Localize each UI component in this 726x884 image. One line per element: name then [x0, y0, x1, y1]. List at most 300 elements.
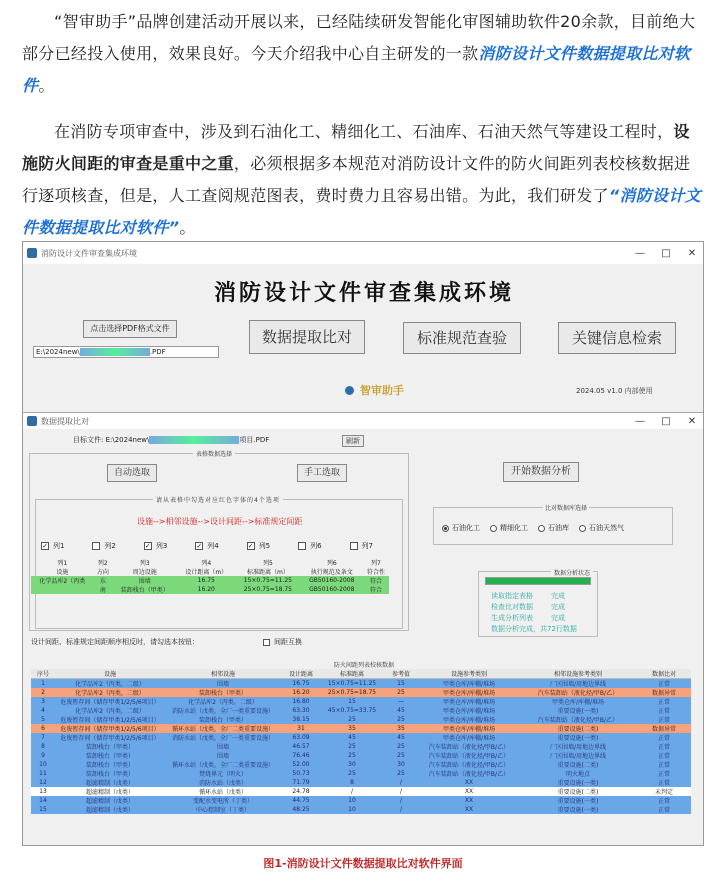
- grid-cell: /: [321, 787, 383, 796]
- checkbox-icon: ✓: [144, 542, 151, 550]
- checkbox-icon: ✓: [247, 542, 254, 550]
- grid-cell: 25: [321, 742, 383, 751]
- target-path-prefix: E:\2024new\: [105, 436, 150, 444]
- grid-header: [31, 669, 691, 679]
- grid-cell: 25: [383, 688, 419, 697]
- sample-header-cell: 列7: [370, 560, 381, 567]
- grid-cell: 30: [321, 760, 383, 769]
- standard-check-button[interactable]: 标准规范查验: [403, 322, 521, 354]
- figure-caption: 图1-消防设计文件数据提取比对软件界面: [263, 857, 463, 870]
- column-checkbox[interactable]: [144, 541, 195, 551]
- grid-cell: 46.57: [281, 742, 321, 751]
- sample-table: [31, 558, 389, 594]
- grid-cell: 正常: [637, 679, 691, 689]
- grid-cell: 装卸栈台（甲类）: [55, 769, 165, 778]
- grid-cell: 危废暂存间（储存甲类1/2/5/6项目）: [55, 724, 165, 733]
- paragraph-2: [0, 116, 726, 244]
- grid-cell: 中心控制室（丁类）: [165, 805, 281, 814]
- grid-cell: 重要设施(一类): [519, 706, 637, 715]
- p1-highlight: 消防设计文件数据提取比对软件: [22, 44, 691, 95]
- grid-cell: 25: [321, 751, 383, 760]
- status-task: 读取指定表格: [491, 592, 533, 600]
- grid-cell: —: [383, 697, 419, 706]
- sample-header-cell: 列3: [139, 560, 150, 567]
- grid-header-cell[interactable]: 标准距离: [321, 669, 383, 679]
- status-state: 完成: [551, 592, 565, 600]
- grid-cell: 重要设施(一类): [519, 733, 637, 742]
- column-checkbox[interactable]: [195, 541, 246, 551]
- field-flow: 设施-->相邻设施-->设计间距-->标准规定间距: [137, 517, 303, 526]
- grid-cell: 35: [383, 724, 419, 733]
- grid-header-cell[interactable]: 设施参考类别: [419, 669, 519, 679]
- close-icon[interactable]: ✕: [687, 415, 697, 427]
- grid-cell: 焚烧界元（明火）: [165, 769, 281, 778]
- table-row[interactable]: [31, 724, 691, 733]
- target-label: 目标文件:: [73, 436, 104, 444]
- auto-select-button[interactable]: 自动选取: [107, 464, 157, 482]
- grid-cell: 3: [31, 697, 55, 706]
- sample-cell: GB50160-2008: [301, 585, 363, 594]
- compare-db-radio[interactable]: [538, 523, 569, 533]
- grid-cell: 装卸栈台（甲类）: [165, 715, 281, 724]
- status-line: [491, 613, 577, 624]
- radio-icon: [490, 525, 497, 532]
- grid-cell: 25: [321, 769, 383, 778]
- grid-cell: /: [383, 787, 419, 796]
- grid-cell: 25: [383, 715, 419, 724]
- sample-cell: 南: [94, 585, 112, 594]
- grid-cell: 15: [321, 697, 383, 706]
- grid-cell: 明火地点: [519, 769, 637, 778]
- grid-cell: 正常: [637, 751, 691, 760]
- grid-cell: 重要设施(二类): [519, 724, 637, 733]
- grid-cell: 重要设施(一类): [519, 805, 637, 814]
- grid-cell: 76.46: [281, 751, 321, 760]
- sample-header-cell: 列1: [57, 560, 68, 567]
- grid-cell: 25: [383, 751, 419, 760]
- column-checkbox[interactable]: [350, 541, 401, 551]
- grid-cell: 超滤精制（戊类）: [55, 778, 165, 787]
- grid-cell: 35: [321, 724, 383, 733]
- grid-header-cell[interactable]: 设施: [55, 669, 165, 679]
- grid-cell: XX: [419, 805, 519, 814]
- grid-cell: 甲类仓库/库棚/堆场: [419, 697, 519, 706]
- radio-icon: [442, 525, 449, 532]
- radio-icon: [538, 525, 545, 532]
- column-label: 列6: [310, 542, 322, 550]
- grid-cell: 63.30: [281, 706, 321, 715]
- grid-cell: 10: [321, 796, 383, 805]
- grid-cell: 汽车装卸站（液化烃/甲B/乙）: [419, 769, 519, 778]
- minimize-icon[interactable]: —: [635, 415, 645, 427]
- checkbox-icon: [350, 542, 358, 550]
- grid-cell: 71.79: [281, 778, 321, 787]
- p1-text: “智审助手”品牌创建活动开展以来，已经陆续研发智能化审图辅助软件20余款，目前绝大部分已经投入使用，效果良好。今天介绍我中心自主研发的一款: [22, 12, 696, 63]
- sample-header-cell: 列5: [262, 560, 273, 567]
- grid-cell: 正常: [637, 706, 691, 715]
- grid-cell: 45×0.75=33.75: [321, 706, 383, 715]
- column-label: 列2: [104, 542, 116, 550]
- maximize-icon[interactable]: □: [661, 247, 671, 259]
- sample-cell: 设施: [56, 569, 69, 576]
- window-controls: [627, 416, 704, 427]
- p2-bold: 设施防火间距的审查是重中之重: [22, 122, 690, 173]
- grid-cell: 重要设施(一类): [519, 796, 637, 805]
- grid-cell: 25×0.75=18.75: [321, 688, 383, 697]
- pdf-path-field[interactable]: [33, 346, 219, 358]
- grid-cell: 围墙: [165, 751, 281, 760]
- grid-cell: 正常: [637, 742, 691, 751]
- compare-db-label: 比对数据库选择: [545, 505, 588, 512]
- grid-cell: 装卸栈台（甲类）: [55, 742, 165, 751]
- brand-logo: [345, 382, 404, 398]
- sample-cell: 25×0.75=18.75: [235, 585, 301, 594]
- main-heading: 消防设计文件审查集成环境: [213, 280, 514, 306]
- grid-cell: 14: [31, 796, 55, 805]
- manual-select-button[interactable]: 手工选取: [297, 464, 347, 482]
- grid-cell: 甲类仓库/库棚/堆场: [419, 688, 519, 697]
- grid-cell: 数据异常: [637, 688, 691, 697]
- grid-cell: 汽车装卸站（液化烃/甲B/乙）: [419, 760, 519, 769]
- sample-cell: 执行规范及条文: [310, 569, 353, 576]
- grid-cell: 超滤精制（戊类）: [55, 796, 165, 805]
- grid-cell: 48.25: [281, 805, 321, 814]
- grid-cell: 正常: [637, 733, 691, 742]
- grid-cell: 厂区围墙/用地边界线: [519, 742, 637, 751]
- grid-cell: 数据异常: [637, 724, 691, 733]
- redacted-path: [149, 436, 239, 444]
- p1-end: 。: [38, 76, 55, 95]
- table-row[interactable]: [31, 760, 691, 769]
- checkbox-icon: [298, 542, 306, 550]
- status-line: [491, 602, 577, 613]
- grid-cell: 甲类仓库/库棚/堆场: [419, 679, 519, 689]
- table-row[interactable]: [31, 796, 691, 805]
- checkbox-icon: ✓: [42, 542, 48, 550]
- article: [0, 6, 726, 244]
- grid-cell: 10: [321, 805, 383, 814]
- app-icon: [27, 248, 37, 258]
- grid-cell: 超滤精制（戊类）: [55, 805, 165, 814]
- p2-text: 在消防专项审查中，涉及到石油化工、精细化工、石油库、石油天然气等建设工程时，: [54, 122, 674, 141]
- sample-cell: 符合: [363, 576, 389, 585]
- close-icon[interactable]: ✕: [687, 247, 697, 259]
- grid-cell: 正常: [637, 760, 691, 769]
- sample-cell: 装卸栈台（甲类）: [112, 585, 178, 594]
- grid-cell: 16.80: [281, 697, 321, 706]
- column-label: 列1: [53, 542, 65, 550]
- compare-db-radio[interactable]: [442, 523, 480, 533]
- p2-highlight: “消防设计文件数据提取比对软件”: [22, 186, 701, 237]
- window-controls: [627, 248, 704, 259]
- grid-cell: 危废暂存间（储存甲类1/2/5/6项目）: [55, 715, 165, 724]
- sample-cell: 设计距离（m）: [185, 569, 228, 576]
- progress-fill: [486, 578, 590, 584]
- column-checkbox[interactable]: [41, 541, 92, 551]
- table-row[interactable]: [31, 805, 691, 814]
- grid-cell: 消防水站（戊类，全厂一类重要设施）: [165, 706, 281, 715]
- grid-header-cell[interactable]: 参考值: [383, 669, 419, 679]
- grid-cell: 甲类仓库/库棚/堆场: [419, 706, 519, 715]
- version-label: 2024.05 v1.0 内部使用: [576, 387, 653, 395]
- grid-cell: 52.00: [281, 760, 321, 769]
- grid-cell: 未判定: [637, 787, 691, 796]
- grid-cell: 正常: [637, 697, 691, 706]
- sample-cell: 标准距离（m）: [246, 569, 289, 576]
- app-icon: [27, 416, 37, 426]
- table-row[interactable]: [31, 706, 691, 715]
- sample-header-cell: 列2: [97, 560, 108, 567]
- grid-cell: XX: [419, 787, 519, 796]
- table-row[interactable]: [31, 715, 691, 724]
- minimize-icon[interactable]: —: [635, 247, 645, 259]
- grid-cell: 正常: [637, 769, 691, 778]
- grid-cell: 6: [31, 724, 55, 733]
- grid-cell: 厂区围墙/用地边界线: [519, 751, 637, 760]
- column-checkboxes: [41, 541, 401, 551]
- grid-cell: 甲类仓库/库棚/堆场: [419, 715, 519, 724]
- grid-cell: 11: [31, 769, 55, 778]
- grid-header-cell[interactable]: 序号: [31, 669, 55, 679]
- grid-cell: 4: [31, 706, 55, 715]
- result-grid[interactable]: [31, 669, 691, 814]
- p2-text-2: ，必须根据多本规范对消防设计文件的防火间距列表校核数据进行逐项核查，但是，人工查阅规范图表，费时费力且容易出错。为此，我们研发了: [22, 154, 691, 205]
- radio-label: 石油天然气: [589, 524, 624, 532]
- integration-titlebar: [23, 242, 704, 264]
- grid-cell: 31: [281, 724, 321, 733]
- table-row[interactable]: [31, 679, 691, 689]
- grid-cell: /: [383, 805, 419, 814]
- grid-cell: 25: [383, 742, 419, 751]
- grid-cell: 甲类仓库/库棚/堆场: [419, 733, 519, 742]
- grid-cell: 变配水变电所（丁类）: [165, 796, 281, 805]
- grid-cell: 25: [321, 715, 383, 724]
- sample-cell: 符合性: [366, 569, 385, 576]
- grid-cell: 化学品库2（丙类，二级）: [55, 679, 165, 689]
- radio-label: 石油化工: [452, 524, 480, 532]
- grid-cell: 16.20: [281, 688, 321, 697]
- grid-cell: 24.78: [281, 787, 321, 796]
- table-row[interactable]: [31, 733, 691, 742]
- grid-cell: 5: [31, 715, 55, 724]
- table-row[interactable]: [31, 778, 691, 787]
- grid-cell: 汽车装卸站（液化烃/甲B/乙）: [519, 688, 637, 697]
- table-row[interactable]: [31, 742, 691, 751]
- status-label: 数据分析状态: [551, 568, 593, 577]
- pdf-path-prefix: E:\2024new\: [36, 348, 80, 356]
- grid-cell: 25: [383, 769, 419, 778]
- grid-cell: 危废暂存间（储存甲类1/2/5/6项目）: [55, 697, 165, 706]
- status-lines: [491, 591, 577, 635]
- swap-label: 间距互换: [274, 638, 302, 646]
- sample-cell: 围墙: [112, 576, 178, 585]
- p2-end: 。: [179, 218, 196, 237]
- grid-cell: 危废暂存间（储存甲类1/2/5/6项目）: [55, 733, 165, 742]
- grid-cell: 围墙: [165, 742, 281, 751]
- analysis-progress: [485, 577, 591, 585]
- grid-cell: 围墙: [165, 679, 281, 689]
- grid-header-cell[interactable]: 相邻设施: [165, 669, 281, 679]
- checkbox-icon: [263, 639, 270, 646]
- start-analysis-button[interactable]: 开始数据分析: [503, 462, 579, 482]
- grid-cell: 30: [383, 760, 419, 769]
- redacted-path: [80, 348, 150, 356]
- grid-cell: 38.15: [281, 715, 321, 724]
- radio-label: 精细化工: [500, 524, 528, 532]
- sample-header-cell: 列6: [326, 560, 337, 567]
- sample-cell: 15×0.75=11.25: [235, 576, 301, 585]
- sample-cell: 符合: [363, 585, 389, 594]
- grid-cell: 63.09: [281, 733, 321, 742]
- grid-cell: 厂区围墙/用地边界线: [519, 679, 637, 689]
- column-label: 列5: [258, 542, 271, 550]
- compare-db-radio[interactable]: [490, 523, 528, 533]
- grid-cell: 13: [31, 787, 55, 796]
- grid-cell: 9: [31, 751, 55, 760]
- grid-cell: 15×0.75=11.25: [321, 679, 383, 689]
- grid-cell: /: [383, 796, 419, 805]
- grid-cell: 甲类仓库/库棚/堆场: [519, 697, 637, 706]
- logo-text: 智审助手: [360, 384, 404, 397]
- window-title: 消防设计文件审查集成环境: [41, 248, 137, 258]
- grid-cell: 汽车装卸站（液化烃/甲B/乙）: [419, 751, 519, 760]
- sample-cell: [31, 585, 94, 594]
- grid-cell: 重要设施(一类): [519, 778, 637, 787]
- grid-cell: 消防水站（戊类，全厂一类重要设施）: [165, 733, 281, 742]
- grid-cell: 12: [31, 778, 55, 787]
- grid-cell: 2: [31, 688, 55, 697]
- grid-cell: 15: [31, 805, 55, 814]
- sample-cell: 16.20: [178, 585, 235, 594]
- column-label: 列4: [207, 542, 219, 550]
- grid-cell: 正常: [637, 805, 691, 814]
- grid-cell: 化学品库2（丙类，二级）: [55, 688, 165, 697]
- sample-cell: 东: [94, 576, 112, 585]
- grid-cell: 8: [31, 742, 55, 751]
- sample-row: [31, 585, 389, 594]
- column-checkbox[interactable]: [92, 541, 143, 551]
- grid-cell: 汽车装卸站（液化烃/甲B/乙）: [519, 715, 637, 724]
- grid-cell: 50.73: [281, 769, 321, 778]
- grid-cell: 甲类仓库/库棚/堆场: [419, 724, 519, 733]
- status-state: 完成: [551, 603, 565, 611]
- swap-checkbox[interactable]: [263, 637, 302, 647]
- table-row[interactable]: [31, 697, 691, 706]
- sample-row: [31, 576, 389, 585]
- column-checkbox[interactable]: [298, 541, 349, 551]
- grid-cell: 装卸栈台（甲类）: [55, 760, 165, 769]
- grid-cell: 45: [383, 733, 419, 742]
- compare-db-radios: [442, 523, 624, 533]
- sample-row: [31, 567, 389, 576]
- grid-cell: /: [383, 778, 419, 787]
- sample-cell: 化学品库2（丙类: [31, 576, 94, 585]
- grid-cell: 化学品库2（丙类，二级）: [55, 706, 165, 715]
- grid-cell: 正常: [637, 796, 691, 805]
- sample-header-row: [31, 558, 389, 567]
- grid-cell: 44.75: [281, 796, 321, 805]
- grid-cell: XX: [419, 778, 519, 787]
- column-label: 列7: [361, 542, 373, 550]
- status-task: 检查比对数据: [491, 603, 533, 611]
- table-select-label: 表格数据选择: [193, 449, 235, 458]
- grid-cell: 正常: [637, 715, 691, 724]
- maximize-icon[interactable]: □: [661, 415, 671, 427]
- column-label: 列3: [155, 542, 168, 550]
- grid-cell: 45: [321, 733, 383, 742]
- grid-cell: 循环水站（戊类）: [165, 787, 281, 796]
- pick-pdf-button[interactable]: 点击选择PDF格式文件: [83, 320, 177, 338]
- grid-cell: 8: [321, 778, 383, 787]
- software-screenshot: [22, 241, 704, 846]
- grid-cell: 装卸栈台（甲类）: [55, 751, 165, 760]
- swap-note: 设计间距、标准规定间距顺序相反时，请勾选本按钮：: [31, 638, 199, 646]
- sample-cell: GB50160-2008: [301, 576, 363, 585]
- logo-icon: [345, 386, 354, 395]
- grid-cell: 循环水站（戊类，全厂二类重要设施）: [165, 724, 281, 733]
- table-row[interactable]: [31, 769, 691, 778]
- grid-header-cell[interactable]: 相邻设施参考类别: [519, 669, 637, 679]
- table-row[interactable]: [31, 787, 691, 796]
- sample-cell: 周边设施: [132, 569, 157, 576]
- status-task: 生成分析列表: [491, 614, 533, 622]
- grid-cell: 重要设施(二类): [519, 787, 637, 796]
- grid-cell: 超滤精制（戊类）: [55, 787, 165, 796]
- grid-header-cell[interactable]: 设计距离: [281, 669, 321, 679]
- sample-cell: 方向: [96, 569, 109, 576]
- target-path-suffix: 项目.PDF: [239, 436, 270, 444]
- status-state: 完成: [551, 614, 565, 622]
- grid-cell: 重要设施(二类): [519, 760, 637, 769]
- grid-cell: XX: [419, 796, 519, 805]
- table-row[interactable]: [31, 751, 691, 760]
- sample-cell: 16.75: [178, 576, 235, 585]
- data-extract-button[interactable]: 数据提取比对: [249, 320, 365, 354]
- result-line: 数据分析完成，共72行数据: [491, 625, 577, 633]
- target-file-row: [73, 435, 269, 445]
- grid-cell: 装卸栈台（甲类）: [165, 688, 281, 697]
- status-line: [491, 591, 577, 602]
- grid-cell: 15: [383, 679, 419, 689]
- sample-header-cell: 列4: [201, 560, 212, 567]
- grid-title: 防火间距列表校核数据: [333, 662, 394, 669]
- table-row[interactable]: [31, 688, 691, 697]
- checkbox-icon: [92, 542, 100, 550]
- column-checkbox[interactable]: [247, 541, 298, 551]
- compare-db-radio[interactable]: [579, 523, 624, 533]
- grid-cell: 10: [31, 760, 55, 769]
- select-hint: 请从表格中勾选对应红色字体的4个选项: [153, 495, 283, 504]
- grid-header-cell[interactable]: 数据比对: [637, 669, 691, 679]
- grid-cell: 16.75: [281, 679, 321, 689]
- extract-window: [23, 412, 704, 846]
- window-title: 数据提取比对: [41, 416, 89, 426]
- integration-window: [23, 242, 704, 412]
- grid-cell: 循环水站（戊类，全厂二类重要设施）: [165, 760, 281, 769]
- grid-cell: 汽车装卸站（液化烃/甲B/乙）: [419, 742, 519, 751]
- grid-cell: 化学品库2（丙类，二级）: [165, 697, 281, 706]
- refresh-button[interactable]: 刷新: [342, 435, 364, 447]
- grid-cell: 消防水站（戊类）: [165, 778, 281, 787]
- grid-cell: 正常: [637, 778, 691, 787]
- extract-titlebar: [23, 413, 704, 429]
- grid-cell: 1: [31, 679, 55, 689]
- grid-cell: 45: [383, 706, 419, 715]
- key-info-search-button[interactable]: 关键信息检索: [558, 322, 676, 354]
- pdf-path-suffix: .PDF: [149, 348, 166, 356]
- radio-label: 石油库: [548, 524, 569, 532]
- paragraph-1: [0, 6, 726, 102]
